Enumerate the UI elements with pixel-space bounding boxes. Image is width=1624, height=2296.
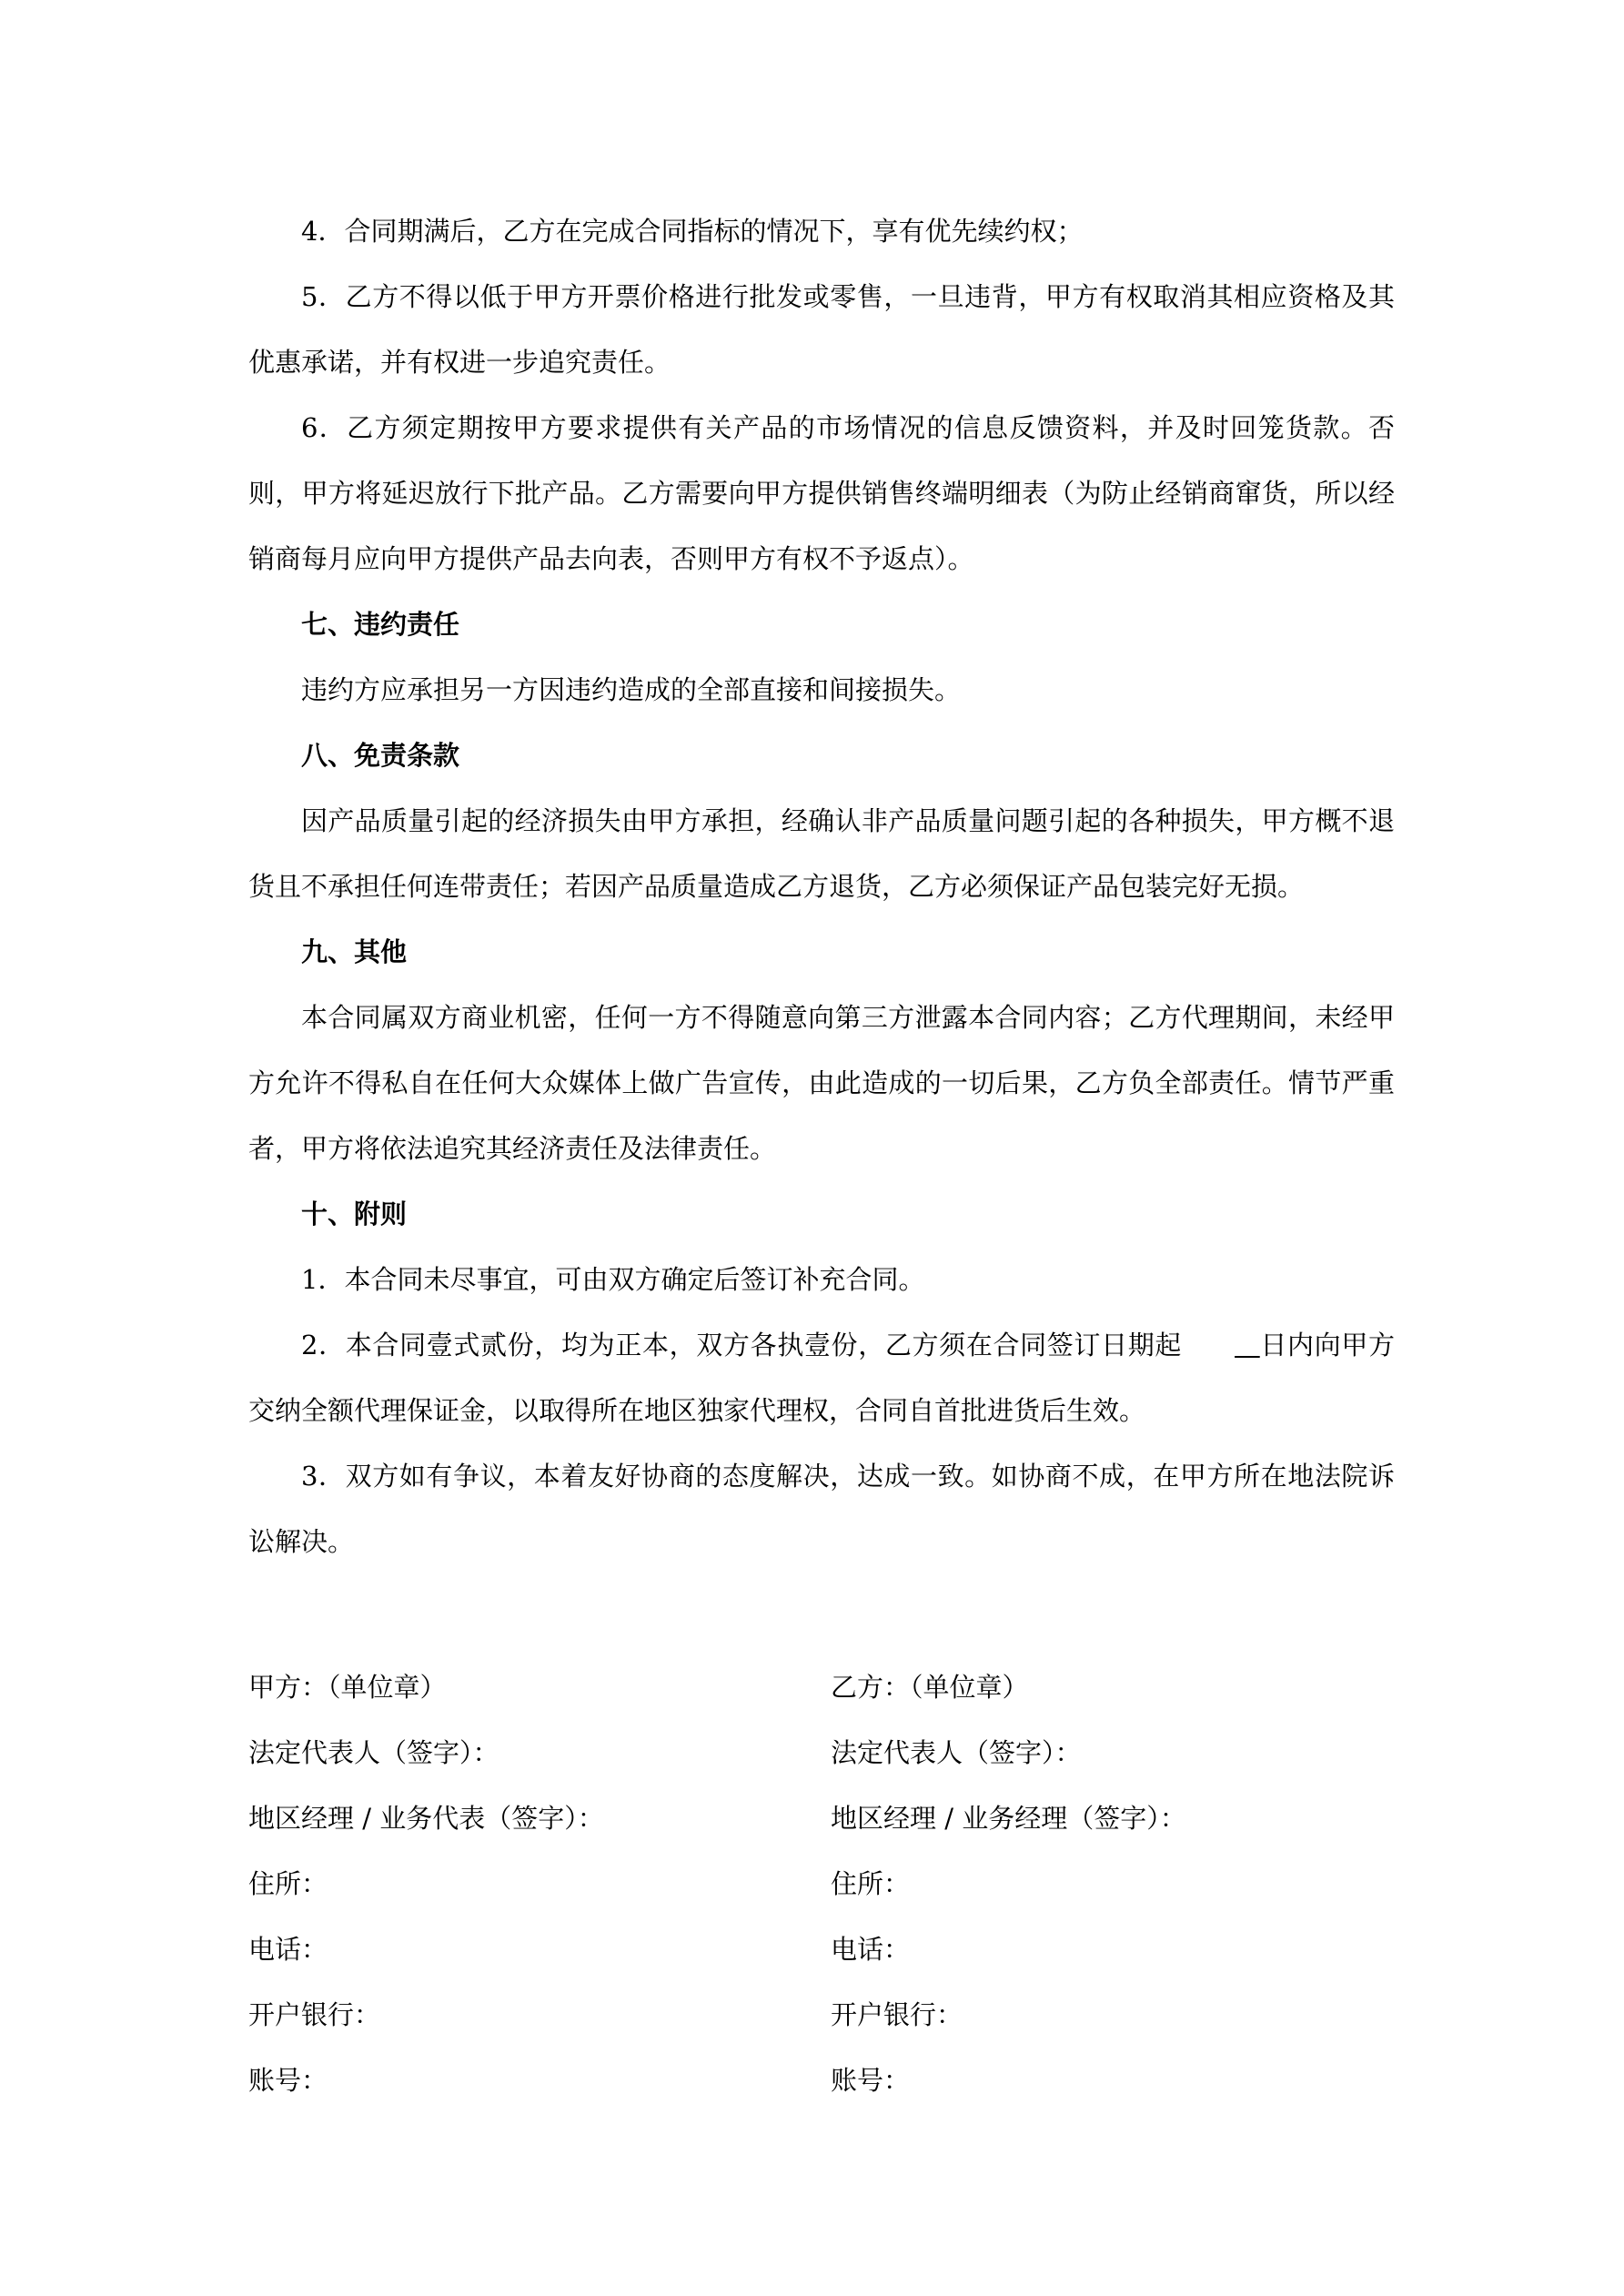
days-blank bbox=[1182, 1312, 1260, 1378]
signature-row bbox=[248, 1654, 1395, 1720]
party-b-phone: 电话： bbox=[831, 1934, 911, 1965]
party-b-account: 账号： bbox=[831, 2065, 911, 2096]
clause-5: 5．乙方不得以低于甲方开票价格进行批发或零售，一旦违背，甲方有权取消其相应资格及其优惠承诺，并有权进一步追究责任。 bbox=[248, 281, 1395, 378]
party-b-address: 住所： bbox=[831, 1868, 911, 1899]
section-8-heading: 八、免责条款 bbox=[301, 740, 460, 771]
section-9-heading: 九、其他 bbox=[301, 936, 408, 967]
party-a-account: 账号： bbox=[248, 2065, 328, 2096]
party-a-phone: 电话： bbox=[248, 1934, 328, 1965]
signature-row bbox=[248, 1982, 1395, 2048]
section-10-item-2 bbox=[248, 1312, 1395, 1443]
section-7-text: 违约方应承担另一方因违约造成的全部直接和间接损失。 bbox=[301, 674, 962, 705]
section-10-item-1: 1．本合同未尽事宜，可由双方确定后签订补充合同。 bbox=[301, 1264, 925, 1295]
party-a-manager: 地区经理 / 业务代表（签字）： bbox=[248, 1803, 604, 1834]
contract-body bbox=[248, 198, 1395, 1574]
party-b-manager: 地区经理 / 业务经理（签字）： bbox=[831, 1803, 1186, 1834]
signature-row bbox=[248, 1917, 1395, 1982]
signature-row bbox=[248, 2048, 1395, 2113]
party-a-legal-rep: 法定代表人（签字）： bbox=[248, 1737, 499, 1768]
party-b-bank: 开户银行： bbox=[831, 1999, 963, 2030]
signature-row bbox=[248, 1851, 1395, 1917]
section-8-text: 因产品质量引起的经济损失由甲方承担，经确认非产品质量问题引起的各种损失，甲方概不退货且不承担任何连带责任；若因产品质量造成乙方退货，乙方必须保证产品包装完好无损。 bbox=[248, 805, 1395, 902]
clause-4: 4．合同期满后，乙方在完成合同指标的情况下，享有优先续约权； bbox=[301, 216, 1084, 247]
party-a-address: 住所： bbox=[248, 1868, 328, 1899]
clause-6: 6．乙方须定期按甲方要求提供有关产品的市场情况的信息反馈资料，并及时回笼货款。否则，甲方将延迟放行下批产品。乙方需要向甲方提供销售终端明细表（为防止经销商窜货，所以经销商每月应向甲方提供产品去向表，否则甲方有权不予返点）。 bbox=[248, 412, 1395, 574]
party-b-legal-rep: 法定代表人（签字）： bbox=[831, 1737, 1082, 1768]
section-10-heading: 十、附则 bbox=[301, 1199, 408, 1229]
signature-row bbox=[248, 1785, 1395, 1851]
signature-row bbox=[248, 1720, 1395, 1785]
section-10-item-3: 3．双方如有争议，本着友好协商的态度解决，达成一致。如协商不成，在甲方所在地法院诉讼解决。 bbox=[248, 1461, 1395, 1557]
party-a-seal: 甲方：（单位章） bbox=[248, 1672, 447, 1703]
signature-block bbox=[248, 1654, 1395, 2113]
section-9-text: 本合同属双方商业机密，任何一方不得随意向第三方泄露本合同内容；乙方代理期间，未经甲方允许不得私自在任何大众媒体上做广告宣传，由此造成的一切后果，乙方负全部责任。情节严重者，甲方将依法追究其经济责任及法律责任。 bbox=[248, 1002, 1395, 1164]
party-b-seal: 乙方：（单位章） bbox=[831, 1672, 1029, 1703]
party-a-bank: 开户银行： bbox=[248, 1999, 381, 2030]
item-2-text-after: 日内向甲方交纳全额代理保证金，以取得所在地区独家代理权，合同自首批进货后生效。 bbox=[248, 1330, 1395, 1426]
section-7-heading: 七、违约责任 bbox=[301, 609, 460, 640]
item-2-text-before: 2．本合同壹式贰份，均为正本，双方各执壹份，乙方须在合同签订日期起 bbox=[301, 1330, 1183, 1360]
